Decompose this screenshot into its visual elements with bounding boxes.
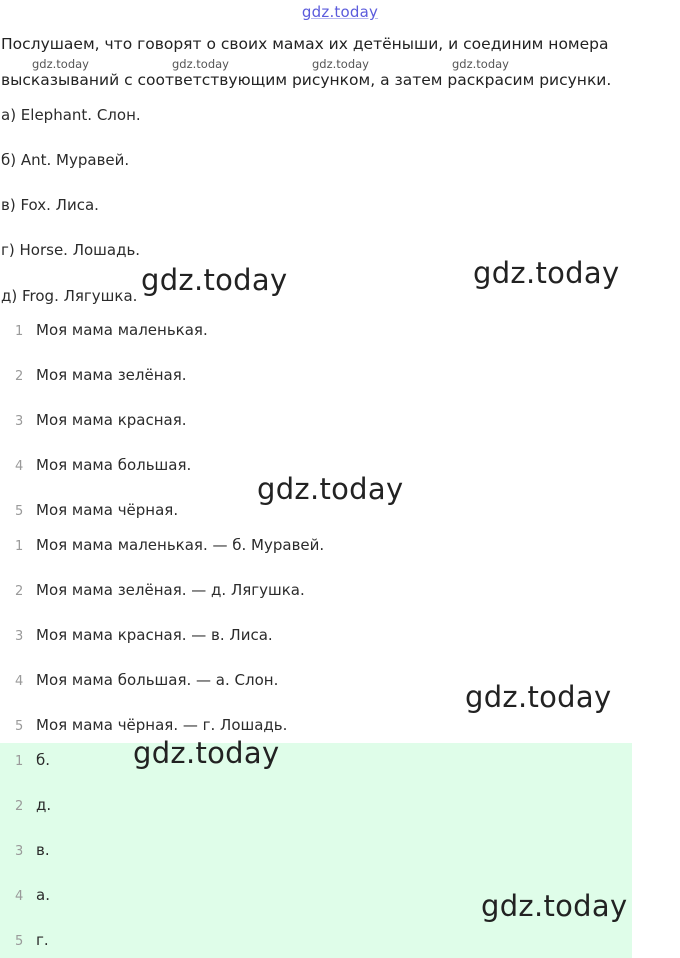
statement-number: 4 — [15, 459, 24, 474]
watermark-large: gdz.today — [465, 680, 612, 714]
match-number: 3 — [15, 629, 24, 644]
statement-number: 5 — [15, 504, 24, 519]
match-text: Моя мама маленькая. — б. Муравей. — [36, 536, 325, 554]
answer-text: в. — [36, 841, 50, 859]
statement-number: 1 — [15, 324, 24, 339]
statement-number: 3 — [15, 414, 24, 429]
option-g: г) Horse. Лошадь. — [1, 241, 141, 259]
statement-text: Моя мама чёрная. — [36, 501, 179, 519]
statement-text: Моя мама зелёная. — [36, 366, 187, 384]
watermark-large: gdz.today — [133, 736, 280, 770]
answer-number: 1 — [15, 754, 24, 769]
match-text: Моя мама красная. — в. Лиса. — [36, 626, 273, 644]
watermark-large: gdz.today — [257, 472, 404, 506]
watermark-large: gdz.today — [473, 256, 620, 290]
answer-box — [0, 743, 632, 958]
task-intro-line-1: Послушаем, что говорят о своих мамах их детёныши, и соединим номера — [1, 35, 609, 53]
match-text: Моя мама зелёная. — д. Лягушка. — [36, 581, 305, 599]
answer-text: а. — [36, 886, 50, 904]
task-intro-line-2: высказываний с соответствующим рисунком, а затем раскрасим рисунки. — [1, 71, 612, 89]
watermark-top-link[interactable]: gdz.today — [301, 3, 379, 21]
watermark-small: gdz.today — [312, 57, 369, 71]
statement-text: Моя мама маленькая. — [36, 321, 208, 339]
match-text: Моя мама чёрная. — г. Лошадь. — [36, 716, 288, 734]
match-text: Моя мама большая. — а. Слон. — [36, 671, 279, 689]
statement-number: 2 — [15, 369, 24, 384]
statement-text: Моя мама большая. — [36, 456, 192, 474]
match-number: 5 — [15, 719, 24, 734]
answer-text: г. — [36, 931, 49, 949]
watermark-large: gdz.today — [481, 889, 628, 923]
answer-text: б. — [36, 751, 51, 769]
option-a: а) Elephant. Слон. — [1, 106, 141, 124]
watermark-large: gdz.today — [141, 263, 288, 297]
match-number: 1 — [15, 539, 24, 554]
answer-text: д. — [36, 796, 52, 814]
option-v: в) Fox. Лиса. — [1, 196, 99, 214]
answer-number: 5 — [15, 934, 24, 949]
match-number: 2 — [15, 584, 24, 599]
match-number: 4 — [15, 674, 24, 689]
answer-number: 4 — [15, 889, 24, 904]
statement-text: Моя мама красная. — [36, 411, 187, 429]
answer-number: 2 — [15, 799, 24, 814]
answer-number: 3 — [15, 844, 24, 859]
option-d: д) Frog. Лягушка. — [1, 287, 138, 305]
option-b: б) Ant. Муравей. — [1, 151, 130, 169]
watermark-small: gdz.today — [452, 57, 509, 71]
watermark-small: gdz.today — [172, 57, 229, 71]
watermark-small: gdz.today — [32, 57, 89, 71]
